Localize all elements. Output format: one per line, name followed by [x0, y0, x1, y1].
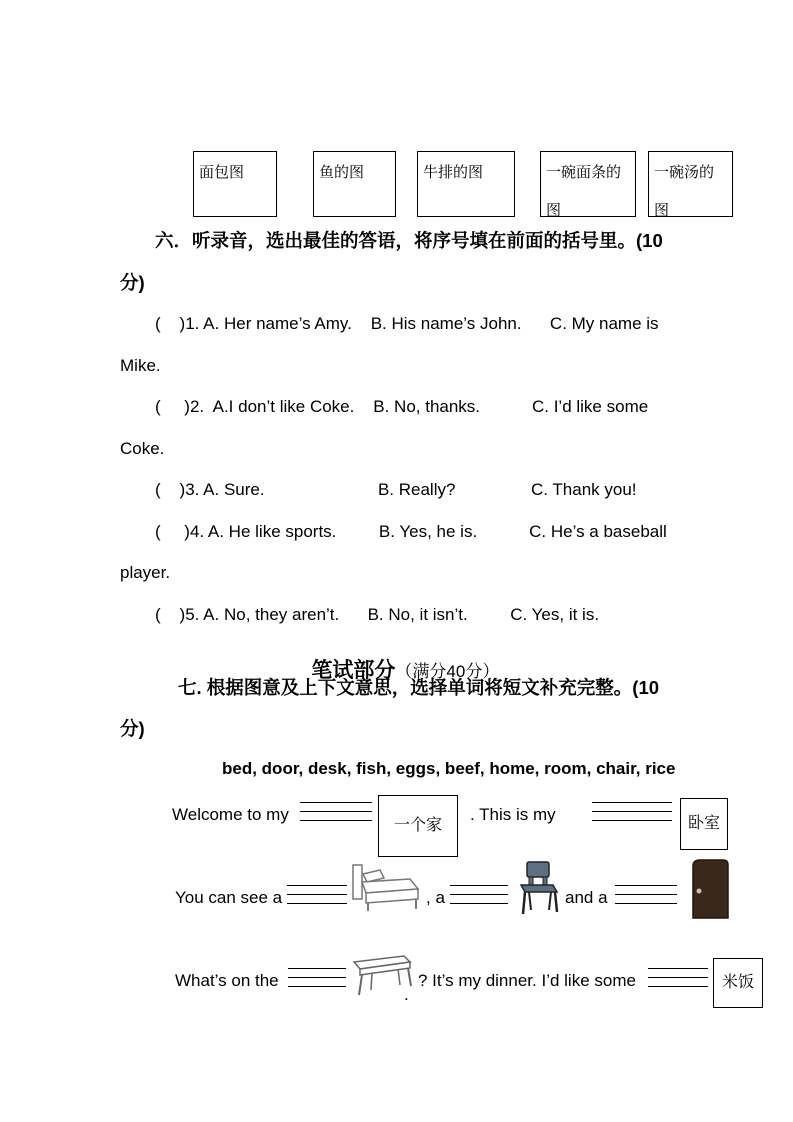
picture-box-bread — [193, 151, 277, 217]
fill-sentence-2-text-3: and a — [565, 888, 608, 907]
fill-blank-1 — [300, 802, 372, 822]
picture-box-label-noodles: 一碗面条的图 — [546, 164, 622, 219]
fill-sentence-3-text-1: What’s on the — [175, 971, 279, 990]
hint-box-home-label: 一个家 — [393, 816, 442, 834]
picture-box-label-fish: 鱼的图 — [319, 164, 365, 181]
fill-blank-6 — [288, 968, 346, 988]
question-3-line-1: ( )3. A. Sure. B. Really? C. Thank you! — [155, 480, 637, 499]
question-1-line-2: Mike. — [120, 356, 161, 375]
hint-box-rice-label: 米饭 — [721, 973, 754, 991]
question-2-line-2: Coke. — [120, 439, 165, 458]
fill-sentence-1-text-1: Welcome to my — [172, 805, 289, 824]
picture-box-label-steak: 牛排的图 — [423, 164, 484, 181]
chair-illustration — [515, 860, 560, 918]
section6-heading-line2: 分) — [120, 272, 145, 293]
door-illustration — [688, 858, 732, 920]
question-1-line-1: ( )1. A. Her name’s Amy. B. His name’s John. C. My name is — [155, 314, 659, 333]
picture-box-steak — [417, 151, 515, 217]
fill-blank-2 — [592, 802, 672, 822]
question-2-line-1: ( )2. A.I don’t like Coke. B. No, thanks. C. I’d like some — [155, 397, 649, 416]
word-bank: bed, door, desk, fish, eggs, beef, home, room, chair, rice — [222, 759, 676, 778]
fill-sentence-1-text-2: . This is my — [470, 805, 556, 824]
picture-box-fish — [313, 151, 396, 217]
question-5-line-1: ( )5. A. No, they aren’t. B. No, it isn’t. C. Yes, it is. — [155, 605, 600, 624]
picture-box-label-bread: 面包图 — [199, 164, 245, 181]
bed-illustration — [350, 862, 422, 914]
section6-heading-line1: 六．听录音，选出最佳的答语，将序号填在前面的括号里。(10 — [155, 230, 663, 251]
hint-box-rice — [713, 958, 763, 1008]
written-test-title: 笔试部分 — [311, 659, 396, 682]
question-4-line-2: player. — [120, 563, 171, 582]
fill-sentence-3-period: . — [404, 985, 409, 1004]
fill-blank-4 — [450, 885, 508, 905]
fill-sentence-2-text-1: You can see a — [175, 888, 283, 907]
section7-heading-line1: 七. 根据图意及上下文意思，选择单词将短文补充完整。(10 — [178, 677, 660, 698]
hint-box-home — [378, 795, 458, 857]
written-test-score: （满分40分） — [395, 662, 500, 681]
section7-heading-line2: 分) — [120, 718, 145, 739]
fill-blank-7 — [648, 968, 708, 988]
picture-box-noodles — [540, 151, 636, 217]
picture-box-label-soup: 一碗汤的图 — [654, 164, 715, 219]
fill-blank-3 — [287, 885, 347, 905]
picture-box-soup — [648, 151, 733, 217]
fill-blank-5 — [615, 885, 677, 905]
fill-sentence-2-text-2: , a — [426, 888, 445, 907]
question-4-line-1: ( )4. A. He like sports. B. Yes, he is. C. He’s a baseball — [155, 522, 667, 541]
hint-box-bedroom — [680, 798, 728, 850]
hint-box-bedroom-label: 卧室 — [687, 814, 720, 832]
fill-sentence-3-text-2: ? It’s my dinner. I’d like some — [418, 971, 636, 990]
